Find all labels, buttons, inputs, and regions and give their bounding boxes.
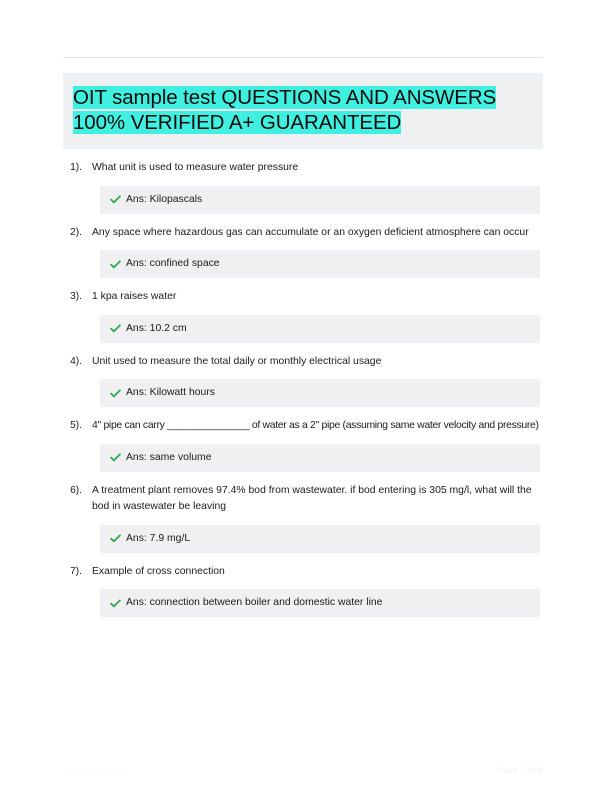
checkmark-icon xyxy=(110,533,121,544)
checkmark-icon xyxy=(110,194,121,205)
answer-box xyxy=(100,444,540,472)
answer-box xyxy=(100,589,540,617)
answer-box xyxy=(100,250,540,278)
page-footer xyxy=(63,765,543,775)
title-inner xyxy=(63,85,543,135)
question-row xyxy=(0,160,606,177)
page-title-line-1: OIT sample test QUESTIONS AND ANSWERS xyxy=(73,86,497,109)
question-text: 1 kpa raises water xyxy=(92,291,177,302)
checkmark-icon xyxy=(110,323,121,334)
checkmark-icon xyxy=(110,388,121,399)
page-number-label: Page 1 of 9 xyxy=(496,765,543,775)
header-divider xyxy=(63,57,543,58)
answer-box xyxy=(100,186,540,214)
question-row xyxy=(0,225,606,242)
question-text: A treatment plant removes 97.4% bod from wastewater. if bod entering is 305 mg/l, what will the bod in wastewater be leaving xyxy=(92,484,532,512)
question-text: 4" pipe can carry _______________ of water as a 2" pipe (assuming same water velocity and pressure) xyxy=(92,420,539,431)
answer-text: Ans: 7.9 mg/L xyxy=(126,532,191,544)
question-text: Unit used to measure the total daily or monthly electrical usage xyxy=(92,355,382,367)
page-title-line-2: 100% VERIFIED A+ GUARANTEED xyxy=(73,111,402,134)
question-row xyxy=(0,289,606,306)
question-number: 4). xyxy=(70,355,82,367)
qa-item xyxy=(0,289,606,343)
question-answer-list xyxy=(0,160,606,628)
answer-text: Ans: confined space xyxy=(126,258,220,269)
checkmark-icon xyxy=(110,598,121,609)
answer-text: Ans: Kilowatt hours xyxy=(126,387,215,398)
answer-text: Ans: same volume xyxy=(126,451,212,463)
question-row xyxy=(0,354,606,371)
qa-item xyxy=(0,354,606,408)
question-number: 6). xyxy=(70,484,82,496)
checkmark-icon xyxy=(110,452,121,463)
answer-box xyxy=(100,379,540,407)
question-text: What unit is used to measure water pressure xyxy=(92,162,299,173)
answer-box xyxy=(100,315,540,343)
qa-item xyxy=(0,225,606,279)
site-watermark: PaperStitle.com xyxy=(63,765,125,775)
question-number: 3). xyxy=(70,291,82,302)
document-title-block xyxy=(63,73,543,149)
qa-item xyxy=(0,483,606,553)
question-text: Any space where hazardous gas can accumulate or an oxygen deficient atmosphere can occur xyxy=(92,226,529,238)
answer-text: Ans: Kilopascals xyxy=(126,193,203,205)
question-row xyxy=(0,483,606,516)
question-number: 5). xyxy=(70,420,82,431)
question-text: Example of cross connection xyxy=(92,565,225,577)
question-number: 7). xyxy=(70,565,82,577)
answer-text: Ans: connection between boiler and domestic water line xyxy=(126,597,383,608)
answer-text: Ans: 10.2 cm xyxy=(126,322,187,334)
question-number: 1). xyxy=(70,162,82,173)
question-number: 2). xyxy=(70,226,82,238)
question-row xyxy=(0,418,606,435)
question-row xyxy=(0,564,606,581)
qa-item xyxy=(0,418,606,472)
qa-item xyxy=(0,160,606,214)
qa-item xyxy=(0,564,606,618)
answer-box xyxy=(100,525,540,553)
checkmark-icon xyxy=(110,259,121,270)
